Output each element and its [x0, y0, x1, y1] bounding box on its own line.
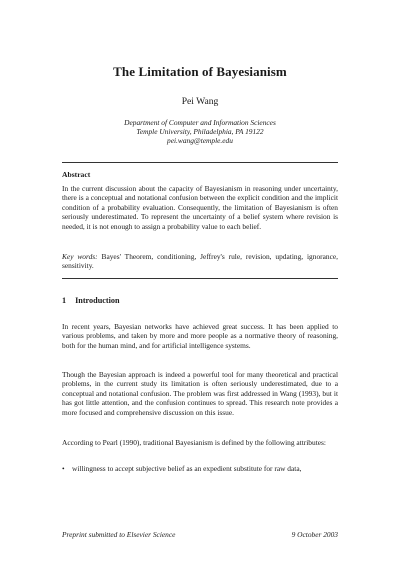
body-paragraph: Though the Bayesian approach is indeed a powerful tool for many theoretical and practical problems, in the current study its limitation is often seriously underestimated, due to a conceptual and notational confusion. The problem was first addressed in Wang (1993), but it has got little attention, and the confusion continues to spread. This research note provides a more focused and comprehensive discussion on this issue.	[62, 370, 338, 417]
body-paragraph: According to Pearl (1990), traditional Bayesianism is defined by the following attributes:	[62, 438, 326, 447]
author-email: pei.wang@temple.edu	[167, 136, 233, 146]
abstract-top-rule	[62, 162, 338, 163]
abstract-bottom-rule	[62, 278, 338, 279]
footer-date: 9 October 2003	[291, 530, 338, 539]
section-heading-introduction	[62, 296, 120, 305]
section-title: Introduction	[75, 296, 120, 305]
keywords-label: Key words:	[62, 252, 98, 261]
section-number: 1	[62, 296, 67, 305]
bullet-icon: •	[62, 464, 65, 473]
abstract-heading: Abstract	[62, 170, 91, 179]
body-paragraph: In recent years, Bayesian networks have achieved great success. It has been applied to various problems, and taken by more and more people as a normative theory of reasoning, both for the human mind, and for artificial intelligence systems.	[62, 322, 338, 350]
list-item-text: willingness to accept subjective belief as an expedient substitute for raw data,	[72, 464, 302, 473]
list-item	[62, 464, 338, 473]
author-name: Pei Wang	[181, 96, 219, 107]
affiliation-university: Temple University, Philadelphia, PA 19122	[136, 127, 264, 137]
keywords	[62, 252, 338, 271]
abstract-text: In the current discussion about the capacity of Bayesianism in reasoning under uncertainty, there is a conceptual and notational confusion between the explicit condition and the implicit condition of a probability evaluation. Consequently, the limitation of Bayesianism is often seriously underestimated. To represent the uncertainty of a belief system where revision is needed, it is not enough to assign a probability value to each belief.	[62, 184, 338, 231]
affiliation-department: Department of Computer and Information Sciences	[124, 118, 276, 127]
author-affiliation	[0, 118, 400, 146]
footer-preprint-note: Preprint submitted to Elsevier Science	[62, 530, 176, 539]
paper-title: The Limitation of Bayesianism	[113, 64, 287, 79]
keywords-text: Bayes' Theorem, conditioning, Jeffrey's rule, revision, updating, ignorance, sensitivity.	[62, 252, 338, 271]
